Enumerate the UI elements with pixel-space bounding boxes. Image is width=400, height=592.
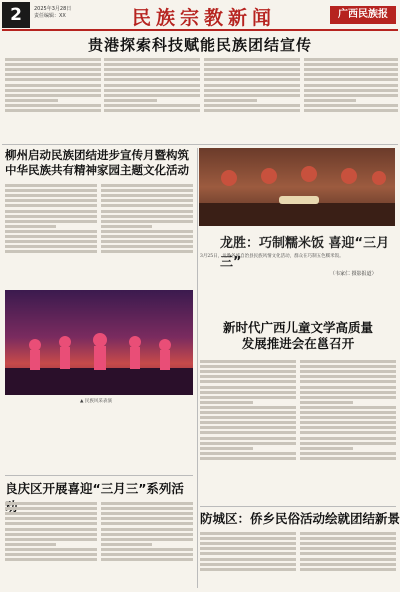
text-line	[101, 194, 193, 197]
liuzhou-headline	[5, 148, 193, 178]
lead-headline: 贵港探索科技赋能民族团结宣传	[87, 36, 312, 54]
text-line	[104, 94, 200, 97]
text-line	[300, 426, 396, 429]
text-line	[200, 375, 296, 378]
text-line	[5, 109, 101, 112]
text-line	[5, 78, 101, 81]
text-line	[5, 553, 97, 556]
text-line	[5, 204, 97, 207]
text-line	[101, 553, 193, 556]
text-line	[200, 380, 296, 383]
liuzhou-headline-line-1: 柳州启动民族团结进步宣传月暨构筑	[5, 148, 189, 162]
longsheng-subtitle: 龙胜：巧制糯米饭 喜迎“三月三”	[220, 236, 390, 270]
text-line	[5, 104, 101, 107]
text-line	[300, 411, 396, 414]
date-info	[34, 6, 71, 20]
text-line	[104, 78, 200, 81]
text-line	[204, 94, 300, 97]
text-line	[200, 558, 296, 561]
childrens-lit-headline	[196, 320, 400, 352]
section-title: 民族宗教新闻	[132, 7, 277, 29]
text-line	[204, 104, 300, 107]
text-line	[300, 360, 396, 363]
text-line	[200, 431, 296, 434]
sanyuesan-headline: 良庆区开展喜迎“三月三”系列活	[5, 481, 184, 496]
text-line	[300, 537, 396, 540]
text-line	[5, 220, 97, 223]
text-line	[304, 94, 398, 97]
text-line	[5, 240, 97, 243]
text-line	[104, 63, 200, 66]
text-line	[200, 406, 296, 409]
text-line	[300, 416, 396, 419]
text-line	[5, 538, 97, 541]
text-line	[5, 210, 97, 213]
text-line	[101, 528, 193, 531]
text-line	[200, 391, 296, 394]
text-line	[104, 109, 200, 112]
text-line	[300, 437, 396, 440]
text-line	[101, 210, 193, 213]
lead-body-col-1	[5, 56, 101, 142]
text-line	[200, 386, 296, 389]
text-line	[200, 452, 296, 455]
section-divider	[2, 144, 398, 145]
childrens-lit-headline-line-1: 新时代广西儿童文学高质量	[222, 320, 373, 335]
text-line	[101, 512, 193, 515]
text-line	[200, 457, 296, 460]
text-line	[300, 452, 396, 455]
text-line	[5, 543, 56, 546]
paper-name: 广西民族报	[330, 6, 396, 24]
text-line	[200, 396, 296, 399]
text-line	[304, 58, 398, 61]
text-line	[101, 235, 193, 238]
text-line	[101, 220, 193, 223]
text-line	[300, 542, 396, 545]
text-line	[300, 401, 353, 404]
text-line	[204, 84, 300, 87]
text-line	[5, 184, 97, 187]
childrens-lit-body-col-2	[300, 358, 396, 503]
text-line	[200, 437, 296, 440]
text-line	[5, 235, 97, 238]
date-line: 2025年3月28日	[34, 6, 72, 12]
text-line	[5, 63, 101, 66]
text-line	[101, 199, 193, 202]
text-line	[204, 89, 300, 92]
text-line	[300, 386, 396, 389]
lead-body-col-2	[104, 56, 200, 142]
text-line	[5, 73, 101, 76]
text-line	[300, 457, 396, 460]
text-line	[101, 250, 193, 253]
text-line	[5, 533, 97, 536]
text-line	[200, 542, 296, 545]
text-line	[204, 58, 300, 61]
text-line	[5, 68, 101, 71]
text-line	[101, 189, 193, 192]
text-line	[5, 528, 97, 531]
text-line	[300, 391, 396, 394]
left-divider	[5, 475, 193, 476]
text-line	[5, 512, 97, 515]
liuzhou-body-col-1	[5, 182, 97, 286]
text-line	[204, 78, 300, 81]
text-line	[204, 73, 300, 76]
text-line	[200, 411, 296, 414]
text-line	[5, 230, 97, 233]
liuzhou-headline-line-2: 中华民族共有精神家园主题文化活动	[5, 163, 189, 177]
text-line	[101, 240, 193, 243]
text-line	[300, 563, 396, 566]
sanyuesan-body-col-2	[101, 500, 193, 588]
text-line	[5, 89, 101, 92]
text-line	[200, 416, 296, 419]
text-line	[304, 84, 398, 87]
fangcheng-body-col-2	[300, 530, 396, 588]
text-line	[101, 245, 193, 248]
text-line	[304, 73, 398, 76]
dance-photo-caption: ▲ 民族风采表演	[80, 399, 112, 404]
text-line	[101, 502, 193, 505]
liuzhou-body-col-2	[101, 182, 193, 286]
text-line	[304, 78, 398, 81]
text-line	[204, 109, 300, 112]
text-line	[200, 532, 296, 535]
dance-photo-art	[5, 290, 193, 395]
text-line	[5, 84, 101, 87]
text-line	[101, 184, 193, 187]
text-line	[5, 558, 97, 561]
text-line	[101, 543, 152, 546]
rice-photo-credit: （韦家仁 摄影报道）	[330, 271, 377, 277]
text-line	[5, 94, 101, 97]
text-line	[200, 568, 296, 571]
fangcheng-headline: 防城区：侨乡民俗活动绘就团结新景	[200, 511, 400, 526]
text-line	[5, 250, 97, 253]
fangcheng-body-col-1	[200, 530, 296, 588]
text-line	[200, 563, 296, 566]
text-line	[300, 421, 396, 424]
text-line	[300, 442, 396, 445]
text-line	[304, 104, 398, 107]
text-line	[300, 552, 396, 555]
text-line	[200, 370, 296, 373]
rice-photo-caption: 3月25日，龙胜各族自治县民族风情文化活动，群众在巧制五色糯米饭。	[200, 254, 344, 259]
text-line	[104, 73, 200, 76]
text-line	[5, 517, 97, 520]
text-line	[5, 194, 97, 197]
vertical-divider	[197, 148, 198, 588]
text-line	[104, 68, 200, 71]
rice-photo-art	[199, 148, 395, 226]
text-line	[300, 406, 396, 409]
text-line	[101, 230, 193, 233]
text-line	[204, 63, 300, 66]
text-line	[204, 99, 257, 102]
lead-body-col-4	[304, 56, 398, 142]
text-line	[200, 537, 296, 540]
lead-body-col-3	[204, 56, 300, 142]
text-line	[200, 426, 296, 429]
text-line	[300, 365, 396, 368]
right-divider	[200, 506, 396, 507]
text-line	[5, 507, 97, 510]
text-line	[5, 99, 58, 102]
rice-photo	[199, 148, 395, 226]
text-line	[101, 548, 193, 551]
sanyuesan-body-col-1	[5, 500, 97, 588]
text-line	[5, 215, 97, 218]
text-line	[304, 89, 398, 92]
text-line	[5, 502, 97, 505]
text-line	[104, 84, 200, 87]
dance-photo	[5, 290, 193, 395]
text-line	[200, 547, 296, 550]
text-line	[5, 199, 97, 202]
text-line	[5, 225, 56, 228]
text-line	[101, 538, 193, 541]
text-line	[101, 215, 193, 218]
text-line	[5, 189, 97, 192]
text-line	[101, 204, 193, 207]
text-line	[101, 533, 193, 536]
text-line	[104, 99, 157, 102]
text-line	[200, 447, 253, 450]
text-line	[104, 89, 200, 92]
text-line	[304, 99, 356, 102]
masthead-divider	[2, 29, 398, 31]
text-line	[5, 548, 97, 551]
text-line	[5, 245, 97, 248]
text-line	[5, 58, 101, 61]
text-line	[104, 104, 200, 107]
text-line	[300, 547, 396, 550]
text-line	[200, 401, 253, 404]
masthead	[0, 0, 400, 30]
text-line	[300, 380, 396, 383]
text-line	[101, 517, 193, 520]
text-line	[200, 442, 296, 445]
text-line	[304, 68, 398, 71]
editor-line: 责任编辑：XX	[34, 13, 66, 19]
page-number: 2	[2, 2, 30, 28]
text-line	[200, 360, 296, 363]
text-line	[200, 552, 296, 555]
text-line	[101, 225, 152, 228]
text-line	[101, 558, 193, 561]
text-line	[101, 522, 193, 525]
text-line	[304, 109, 398, 112]
text-line	[300, 447, 353, 450]
text-line	[204, 68, 300, 71]
text-line	[300, 558, 396, 561]
text-line	[300, 568, 396, 571]
text-line	[104, 58, 200, 61]
text-line	[200, 365, 296, 368]
text-line	[300, 396, 396, 399]
text-line	[200, 421, 296, 424]
text-line	[300, 431, 396, 434]
text-line	[300, 375, 396, 378]
text-line	[101, 507, 193, 510]
childrens-lit-body-col-1	[200, 358, 296, 503]
text-line	[5, 522, 97, 525]
text-line	[300, 532, 396, 535]
childrens-lit-headline-line-2: 发展推进会在邕召开	[241, 336, 355, 351]
text-line	[300, 370, 396, 373]
text-line	[304, 63, 398, 66]
